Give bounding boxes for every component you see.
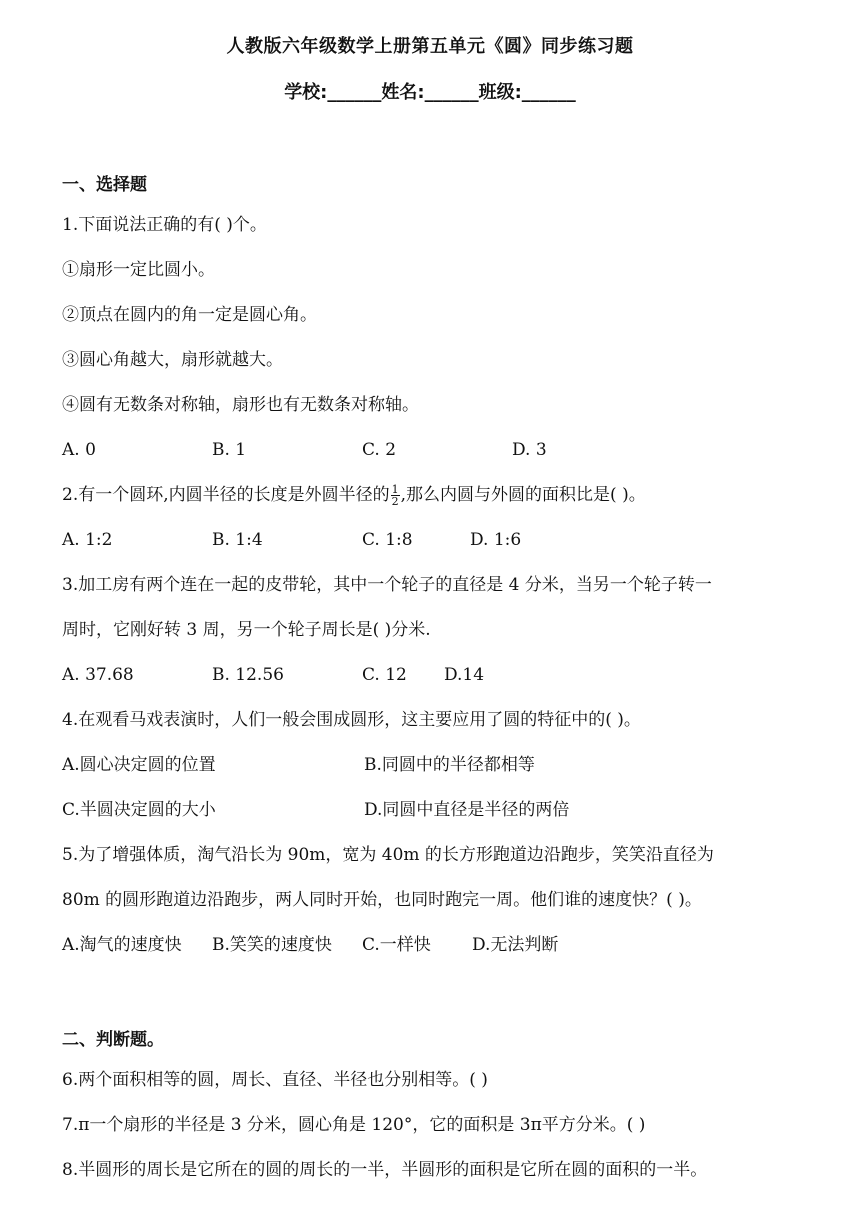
question-5-line-2: 80m 的圆形跑道边沿跑步，两人同时开始，也同时跑完一周。他们谁的速度快？( )。 <box>62 890 702 910</box>
question-5-option-b: B.笑笑的速度快 <box>212 935 332 955</box>
question-2-stem-after: ,那么内圆与外圆的面积比是( )。 <box>400 485 646 505</box>
question-3-line-1: 3.加工房有两个连在一起的皮带轮，其中一个轮子的直径是 4 分米，当另一个轮子转一 <box>62 575 712 595</box>
question-4-option-d: D.同圆中直径是半径的两倍 <box>364 800 570 820</box>
question-8-stem: 8.半圆形的周长是它所在的圆的周长的一半，半圆形的面积是它所在圆的面积的一半。 <box>62 1160 708 1180</box>
question-5-option-c: C.一样快 <box>362 935 431 955</box>
question-1-statement-2: ②顶点在圆内的角一定是圆心角。 <box>62 305 317 325</box>
question-2-option-a: A. 1:2 <box>62 530 113 550</box>
question-5-option-a: A.淘气的速度快 <box>62 935 182 955</box>
fraction-numerator: 1 <box>391 483 399 496</box>
question-3-line-2: 周时，它刚好转 3 周，另一个轮子周长是( )分米. <box>62 620 431 640</box>
question-5-line-1: 5.为了增强体质，淘气沿长为 90m，宽为 40m 的长方形跑道边沿跑步，笑笑沿直径为 <box>62 845 714 865</box>
question-1-stem: 1.下面说法正确的有( )个。 <box>62 215 267 235</box>
question-3-option-a: A. 37.68 <box>62 665 134 685</box>
question-6-stem: 6.两个面积相等的圆，周长、直径、半径也分别相等。( ) <box>62 1070 488 1090</box>
question-1-statement-4: ④圆有无数条对称轴，扇形也有无数条对称轴。 <box>62 395 419 415</box>
question-2-stem-before: 2.有一个圆环,内圆半径的长度是外圆半径的 <box>62 485 390 505</box>
fraction-denominator: 2 <box>391 495 399 508</box>
question-4-option-c: C.半圆决定圆的大小 <box>62 800 216 820</box>
question-4-option-b: B.同圆中的半径都相等 <box>364 755 535 775</box>
document-title: 人教版六年级数学上册第五单元《圆》同步练习题 <box>226 36 634 57</box>
section-judge-title: 二、判断题。 <box>62 1030 164 1050</box>
question-3-option-c: C. 12 <box>362 665 407 685</box>
question-2-option-d: D. 1:6 <box>470 530 522 550</box>
question-1-option-a: A. 0 <box>62 440 96 460</box>
section-choice-title: 一、选择题 <box>62 175 147 195</box>
question-2-stem <box>62 483 646 507</box>
question-1-option-c: C. 2 <box>362 440 397 460</box>
question-2-option-c: C. 1:8 <box>362 530 413 550</box>
question-2-option-b: B. 1:4 <box>212 530 263 550</box>
question-2-fraction <box>391 484 400 507</box>
student-info-line: 学校:______姓名:______班级:______ <box>284 82 576 103</box>
question-1-option-b: B. 1 <box>212 440 247 460</box>
question-1-option-d: D. 3 <box>512 440 547 460</box>
question-3-option-b: B. 12.56 <box>212 665 284 685</box>
question-1-statement-1: ①扇形一定比圆小。 <box>62 260 215 280</box>
question-1-statement-3: ③圆心角越大，扇形就越大。 <box>62 350 283 370</box>
question-5-option-d: D.无法判断 <box>472 935 559 955</box>
question-4-stem: 4.在观看马戏表演时，人们一般会围成圆形，这主要应用了圆的特征中的( )。 <box>62 710 641 730</box>
question-3-option-d: D.14 <box>444 665 485 685</box>
question-7-stem: 7.π一个扇形的半径是 3 分米，圆心角是 120°，它的面积是 3π平方分米。( ) <box>62 1115 646 1135</box>
question-4-option-a: A.圆心决定圆的位置 <box>62 755 216 775</box>
